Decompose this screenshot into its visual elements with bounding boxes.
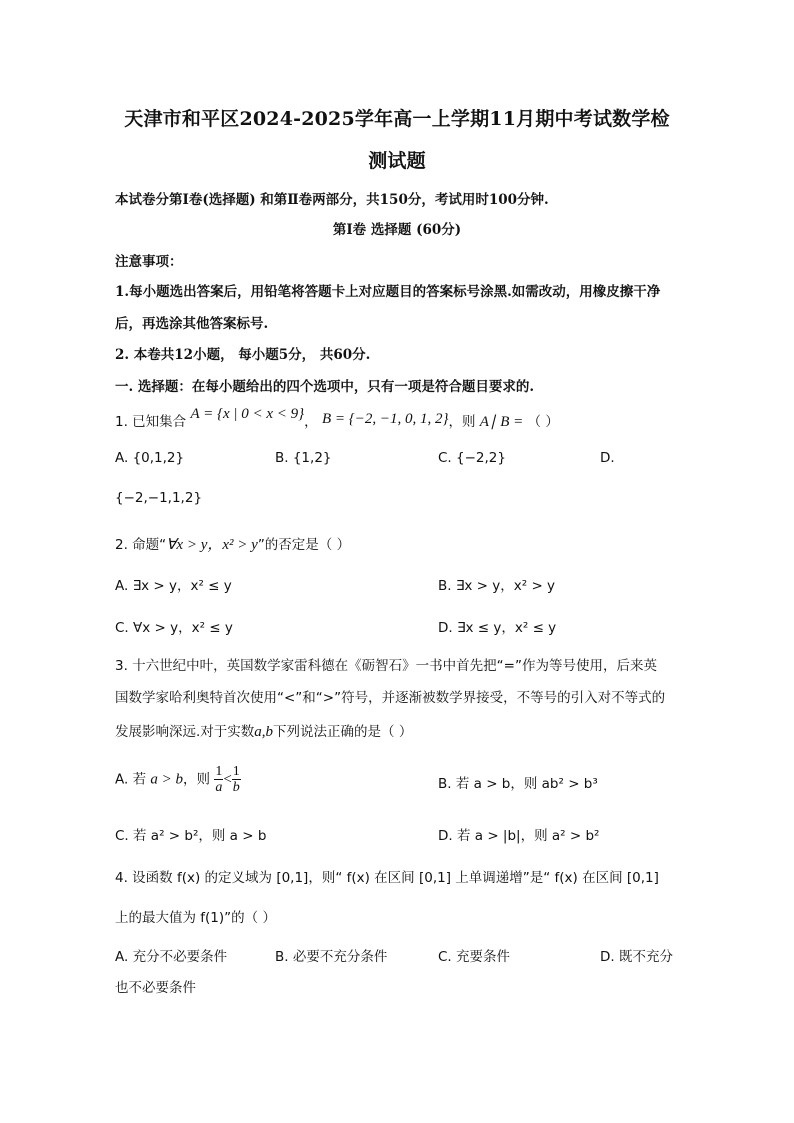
q4-option-d[interactable]: D. 既不充分 [600, 949, 673, 965]
q3-option-c[interactable]: C. 若 a² > b²，则 a > b [115, 828, 267, 844]
q1-option-d-value: {−2,−1,1,2} [115, 490, 203, 506]
q3-option-a[interactable] [115, 764, 241, 795]
exam-title-line2: 测试题 [368, 150, 426, 172]
q3-option-a-lt: < [223, 771, 232, 788]
notes-item2: 2. 本卷共12小题， 每小题5分， 共60分. [115, 347, 371, 363]
q1-option-a[interactable]: A. {0,1,2} [115, 450, 185, 466]
q1-set-a: A = {x | 0 < x < 9} [190, 406, 305, 422]
q1-prefix: 1. 已知集合 [115, 414, 187, 430]
q2-proposition: ∀x > y，x² > y [166, 537, 258, 553]
notes-item1-line2: 后，再选涂其他答案标号. [115, 316, 269, 332]
q2-text-before: 2. 命题“ [115, 537, 167, 553]
notes-item1-line1: 1.每小题选出答案后，用铅笔将答题卡上对应题目的答案标号涂黑.如需改动，用橡皮擦干净 [115, 284, 661, 300]
q2-option-d[interactable]: D. ∃x ≤ y，x² ≤ y [438, 620, 557, 636]
section-heading: 第Ⅰ卷 选择题 (60分) [332, 222, 462, 238]
q3-option-a-then: ，则 [183, 771, 211, 788]
q1-ask: ，则 [448, 414, 476, 430]
q1-expr: A∣ B = [479, 414, 524, 430]
q1-option-b[interactable]: B. {1,2} [275, 450, 332, 466]
q2-text-after: ”的否定是（ ） [257, 537, 351, 553]
q3-line2: 国数学家哈利奥特首次使用“<”和“>”符号，并逐渐被数学界接受，不等号的引入对不等式的 [115, 690, 666, 706]
q1-set-b: B = {−2, −1, 0, 1, 2} [321, 411, 449, 427]
q3-line3-before: 发展影响深远.对于实数 [115, 724, 255, 740]
notes-heading: 注意事项： [115, 254, 183, 270]
exam-title-line1: 天津市和平区2024-2025学年高一上学期11月期中考试数学检 [124, 108, 670, 130]
q4-option-a[interactable]: A. 充分不必要条件 [115, 949, 228, 965]
q1-paren: （ ） [527, 414, 559, 430]
q3-vars: a,b [254, 724, 274, 740]
question-2 [115, 533, 350, 554]
q4-line1: 4. 设函数 f(x) 的定义域为 [0,1]，则“ f(x) 在区间 [0,1] 上单调递增”是“ f(x) 在区间 [0,1] [115, 870, 659, 886]
q3-option-a-label: A. 若 [115, 771, 147, 788]
q4-option-c[interactable]: C. 充要条件 [438, 949, 511, 965]
q1-option-c[interactable]: C. {−2,2} [438, 450, 506, 466]
q4-option-d-cont: 也不必要条件 [115, 980, 196, 996]
q3-option-a-cond: a > b [150, 771, 184, 788]
q3-line1: 3. 十六世纪中叶，英国数学家雷科德在《砺智石》一书中首先把“=”作为等号使用，后来英 [115, 658, 657, 674]
part-heading: 一. 选择题：在每小题给出的四个选项中，只有一项是符合题目要求的. [115, 379, 535, 395]
q3-option-b[interactable]: B. 若 a > b，则 ab² > b³ [438, 776, 598, 792]
q2-option-b[interactable]: B. ∃x > y，x² > y [438, 578, 556, 594]
fraction-one-over-b: $\frac{1}{b}$ [232, 764, 240, 795]
q3-line3-after: 下列说法正确的是（ ） [273, 724, 413, 740]
exam-intro: 本试卷分第Ⅰ卷(选择题) 和第Ⅱ卷两部分，共150分，考试用时100分钟. [115, 192, 549, 208]
q2-option-c[interactable]: C. ∀x > y，x² ≤ y [115, 620, 233, 636]
question-1: 1. 已知集合 A = {x | 0 < x < 9}， B = {−2, −1, 0, 1, 2}，则 A∣ B = （ ） [115, 406, 559, 430]
q3-line3 [115, 720, 412, 741]
q4-line2: 上的最大值为 f(1)”的（ ） [115, 910, 276, 926]
q2-option-a[interactable]: A. ∃x > y，x² ≤ y [115, 578, 232, 594]
fraction-one-over-a: $\frac{1}{a}$ [215, 764, 223, 795]
q1-option-d[interactable]: D. [600, 450, 615, 466]
q3-option-d[interactable]: D. 若 a > |b|，则 a² > b² [438, 828, 600, 844]
q4-option-b[interactable]: B. 必要不充分条件 [275, 949, 388, 965]
